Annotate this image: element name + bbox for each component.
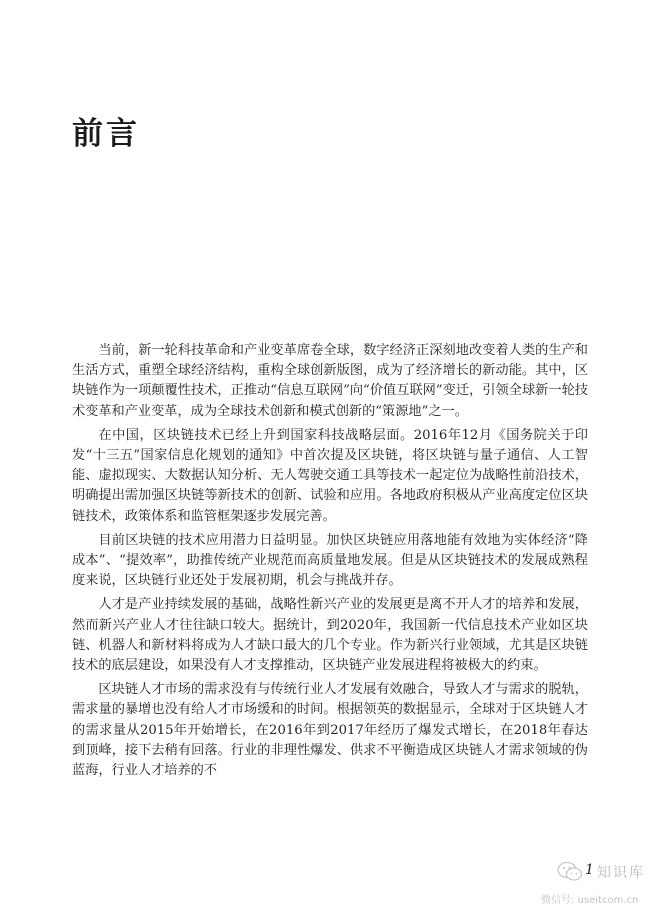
preface-body: [72, 341, 588, 781]
paragraph-1: 当前，新一轮科技革命和产业变革席卷全球，数字经济正深刻地改变着人类的生产和生活方式，重塑全球经济结构，重构全球创新版图，成为了经济增长的新动能。其中，区块链作为一项颠覆性技术，正推动“信息互联网”向“价值互联网”变迁，引领全球新一轮技术变革和产业变革，成为全球技术创新和模式创新的“策源地”之一。: [72, 343, 588, 419]
wechat-logo-icon: [557, 861, 583, 883]
watermark-account: 微信号: useitcom.cn: [541, 895, 639, 906]
paragraph-4: 人才是产业持续发展的基础，战略性新兴产业的发展更是离不开人才的培养和发展，然而新兴产业人才往往缺口较大。据统计，到2020年，我国新一代信息技术产业如区块链、机器人和新材料将成为人才缺口最大的几个专业。作为新兴行业领域，尤其是区块链技术的底层建设，如果没有人才支撑推动，区块链产业发展进程将被极大的约束。: [72, 597, 588, 674]
paragraph-2: 在中国，区块链技术已经上升到国家科技战略层面。2016年12月《国务院关于印发“十三五”国家信息化规划的通知》中首次提及区块链，将区块链与量子通信、人工智能、虚拟现实、大数据认知分析、无人驾驶交通工具等技术一起定位为战略性前沿技术，明确提出需加强区块链等新技术的创新、试验和应用。各地政府积极从产业高度定位区块链技术，政策体系和监管框架逐步发展完善。: [72, 427, 588, 524]
paragraph-5: 区块链人才市场的需求没有与传统行业人才发展有效融合，导致人才与需求的脱轨，需求量的暴增也没有给人才市场缓和的时间。根据领英的数据显示，全球对于区块链人才的需求量从2015年开始增长，在2016年到2017年经历了爆发式增长，在2018年春达到顶峰，接下去稍有回落。行业的非理性爆发、供求不平衡造成区块链人才需求领域的伪蓝海，行业人才培养的不: [72, 682, 588, 779]
watermark: [541, 857, 653, 917]
page-title: 前言: [72, 116, 140, 152]
paragraph-3: 目前区块链的技术应用潜力日益明显。加快区块链应用落地能有效地为实体经济“降成本”、“提效率”，助推传统产业规范而高质量地发展。但是从区块链技术的发展成熟程度来说，区块链行业还处于发展初期，机会与挑战并存。: [72, 532, 588, 589]
watermark-name: 知识库: [597, 865, 645, 881]
page-number: 1: [585, 862, 594, 878]
